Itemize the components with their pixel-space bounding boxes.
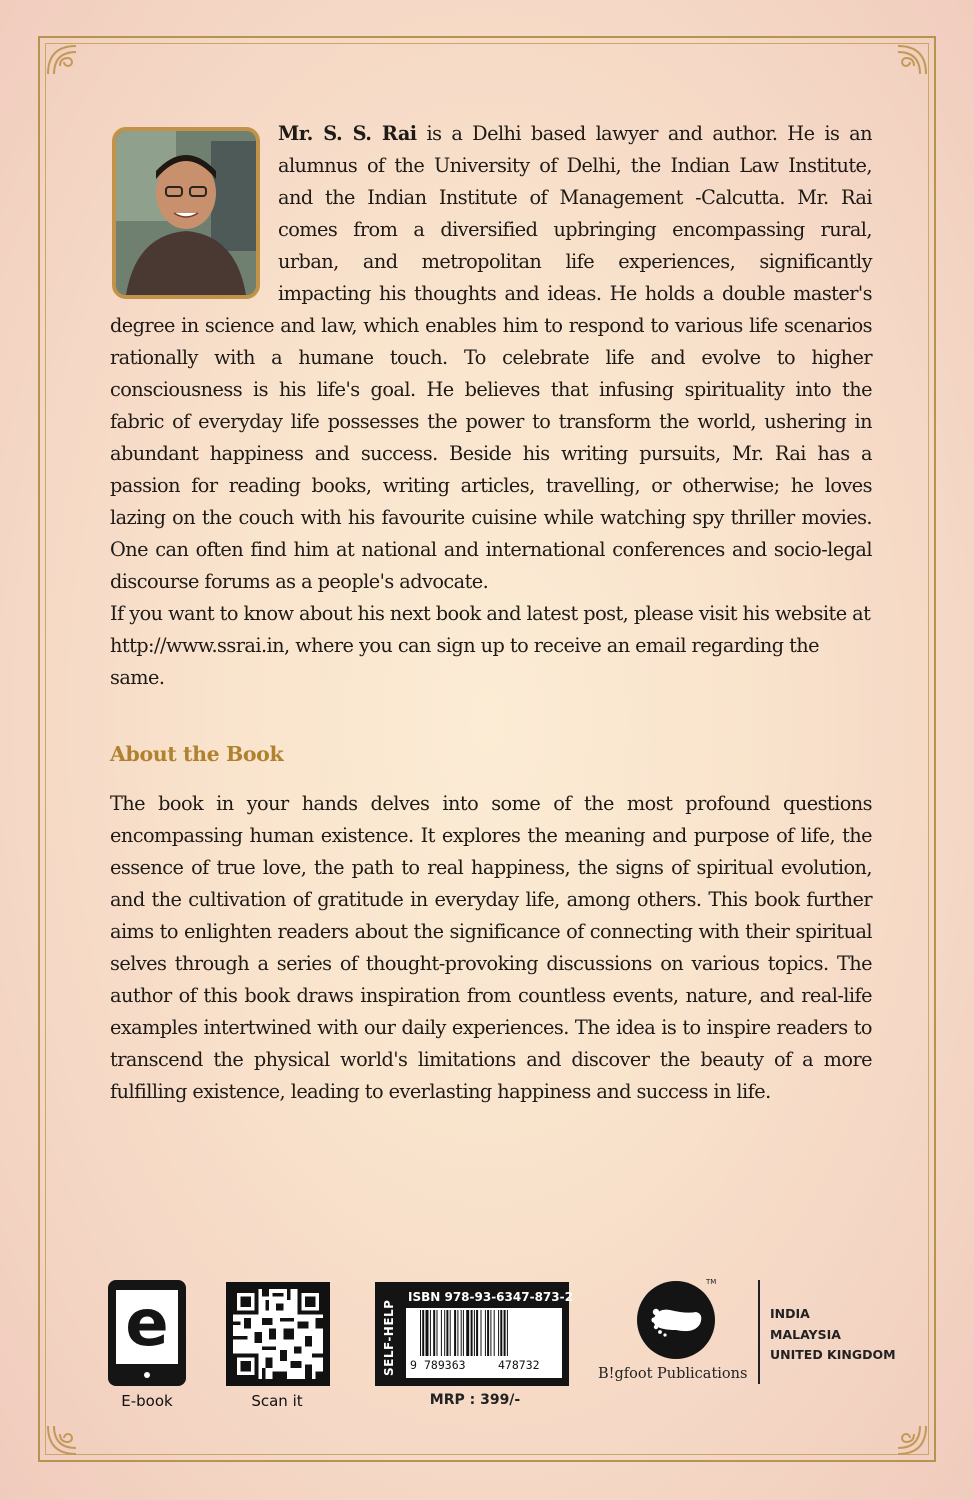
scan-label: Scan it xyxy=(251,1392,303,1410)
country-item: UNITED KINGDOM xyxy=(770,1347,896,1362)
country-list xyxy=(770,1304,896,1366)
footer-divider xyxy=(758,1280,760,1384)
corner-ornament-icon xyxy=(46,1418,84,1456)
barcode-bar xyxy=(481,1310,482,1356)
category-label: SELF-HELP xyxy=(382,1299,396,1376)
author-bio-text: is a Delhi based lawyer and author. He is an alumnus of the University of Delhi, the Indian Law Institute, and the Indian Institute of Management -Calcutta. Mr. Rai comes from a diversified upbringing encompassing rural, urban, and metropolitan life experiences, significantly impacting his thoughts and ideas. He holds a double master's degree in science and law, which enables him to respond to various life scenarios rationally with a humane touch. To celebrate life and evolve to higher consciousness is his life's goal. He believes that infusing spirituality into the fabric of everyday life possesses the power to transform the world, ushering in abundant happiness and success. Beside his writing pursuits, Mr. Rai has a passion for reading books, writing articles, travelling, or otherwise; he loves lazing on the couch with his favourite cuisine while watching spy thriller movies. One can often find him at national and international conferences and socio-legal discourse forums as a people's advocate. xyxy=(110,122,872,593)
barcode-bar xyxy=(426,1310,429,1356)
barcode-bar xyxy=(430,1310,431,1356)
barcode-digits-left: 789363 xyxy=(424,1358,466,1372)
footer xyxy=(0,1280,974,1420)
barcode-bar xyxy=(504,1310,506,1356)
barcode-bar xyxy=(461,1310,462,1356)
corner-ornament-icon xyxy=(890,1418,928,1456)
barcode-bar xyxy=(474,1310,475,1356)
barcode-bar xyxy=(450,1310,451,1356)
barcode-bar xyxy=(466,1310,469,1356)
ebook-letter: e xyxy=(125,1287,169,1361)
country-item: MALAYSIA xyxy=(770,1326,841,1342)
barcode-bar xyxy=(476,1310,478,1356)
barcode-bar xyxy=(444,1310,445,1356)
barcode-bar xyxy=(463,1310,464,1356)
isbn-number: ISBN 978-93-6347-873-2 xyxy=(408,1290,573,1304)
barcode xyxy=(406,1308,562,1378)
barcode-bar xyxy=(420,1310,421,1356)
back-cover-text xyxy=(110,118,872,1108)
barcode-bars-icon xyxy=(406,1308,562,1358)
ebook-icon xyxy=(108,1280,186,1386)
barcode-bar xyxy=(490,1310,491,1356)
country-item: INDIA xyxy=(770,1306,810,1321)
barcode-digits-right: 478732 xyxy=(498,1358,540,1372)
barcode-bar xyxy=(471,1310,473,1356)
barcode-bar xyxy=(487,1310,489,1356)
barcode-bar xyxy=(422,1310,424,1356)
corner-ornament-icon xyxy=(46,44,84,82)
barcode-bar xyxy=(454,1310,456,1356)
book-description: The book in your hands delves into some of the most profound questions encompassing human existence. It explores the meaning and purpose of life, the essence of true love, the path to real happiness, the signs of spiritual evolution, and the cultivation of gratitude in everyday life, among others. This book further aims to enlighten readers about the significance of connecting with their spiritual selves through a series of thought-provoking discussions on various topics. The author of this book draws inspiration from countless events, nature, and real-life examples intertwined with our daily experiences. The idea is to inspire readers to transcend the physical world's limitations and discover the beauty of a more fulfilling existence, leading to everlasting happiness and success in life. xyxy=(110,792,872,1103)
author-photo xyxy=(112,127,260,299)
barcode-bar xyxy=(500,1310,502,1356)
barcode-bar xyxy=(441,1310,442,1356)
price-label: MRP : 399/- xyxy=(429,1392,521,1408)
barcode-bar xyxy=(507,1310,508,1356)
website-note: If you want to know about his next book and latest post, please visit his website at http://www.ssrai.in, where you can sign up to receive an email regarding the same. xyxy=(110,602,871,689)
barcode-bar xyxy=(446,1310,448,1356)
about-the-book-heading: About the Book xyxy=(110,742,284,766)
barcode-bar xyxy=(498,1310,499,1356)
author-name: Mr. S. S. Rai xyxy=(278,122,417,145)
barcode-bar xyxy=(485,1310,486,1356)
barcode-bar xyxy=(437,1310,438,1356)
qr-code-icon[interactable] xyxy=(226,1282,330,1386)
ebook-label: E-book xyxy=(121,1392,173,1410)
trademark-mark: TM xyxy=(706,1278,717,1286)
corner-ornament-icon xyxy=(890,44,928,82)
barcode-digit-prefix: 9 xyxy=(410,1358,417,1372)
publisher-name: B!gfoot Publications xyxy=(598,1366,748,1382)
barcode-bar xyxy=(494,1310,495,1356)
bigfoot-logo-icon xyxy=(636,1280,716,1360)
barcode-bar xyxy=(433,1310,435,1356)
barcode-bar xyxy=(457,1310,458,1356)
